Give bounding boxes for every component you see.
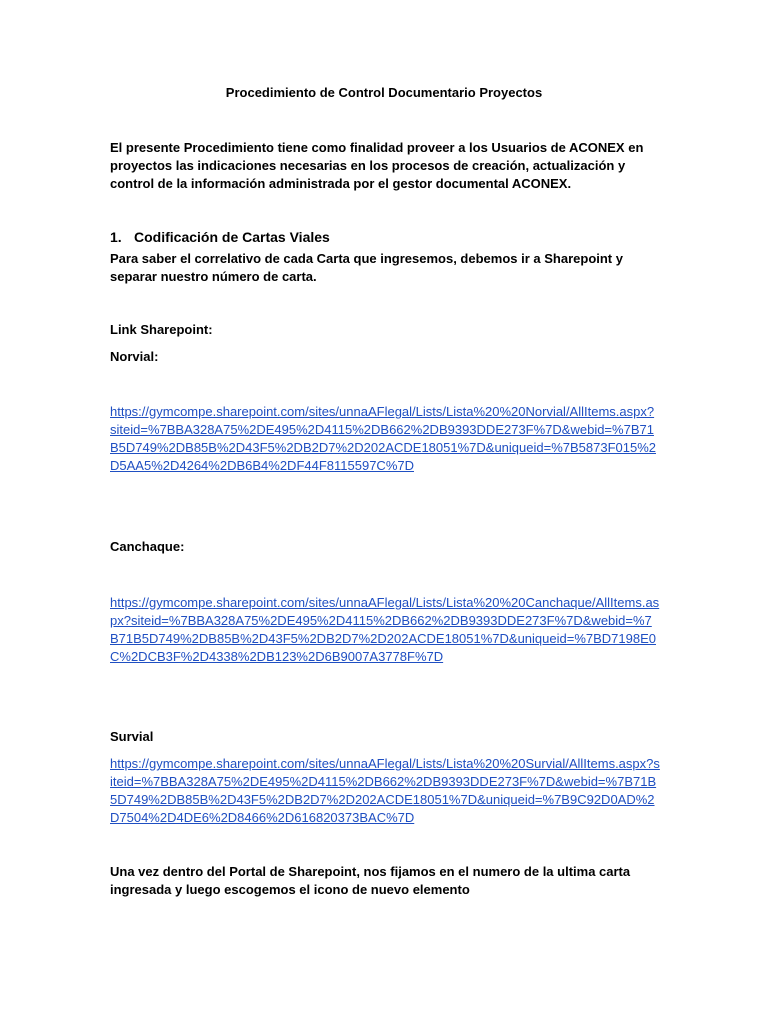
link-sharepoint-label: Link Sharepoint: xyxy=(110,322,213,337)
norvial-label: Norvial: xyxy=(110,349,159,364)
canchaque-link[interactable]: https://gymcompe.sharepoint.com/sites/unnaAFlegal/Lists/Lista%20%20Canchaque/AllItems.aspx?siteid=%7BBA328A75%2DE495%2D4115%2DB662%2DB9393DDE273F%7D&webid=%7B71B5D749%2DB85B%2D43F5%2DB2D7%2D202ACDE18051%7D&uniqueid=%7BD7198E0C%2DCB3F%2D4338%2DB123%2D6B9007A3778F%7D xyxy=(110,595,660,664)
section-title: Codificación de Cartas Viales xyxy=(134,229,330,245)
section-number: 1. xyxy=(110,229,122,245)
section-heading xyxy=(110,229,330,245)
section-body: Para saber el correlativo de cada Carta que ingresemos, debemos ir a Sharepoint y separar nuestro número de carta. xyxy=(110,251,623,284)
intro-paragraph: El presente Procedimiento tiene como finalidad proveer a los Usuarios de ACONEX en proyectos las indicaciones necesarias en los procesos de creación, actualización y control de la información administrada por el gestor documental ACONEX. xyxy=(110,140,644,191)
survial-link[interactable]: https://gymcompe.sharepoint.com/sites/unnaAFlegal/Lists/Lista%20%20Survial/AllItems.aspx?siteid=%7BBA328A75%2DE495%2D4115%2DB662%2DB9393DDE273F%7D&webid=%7B71B5D749%2DB85B%2D43F5%2DB2D7%2D202ACDE18051%7D&uniqueid=%7B9C92D0AD%2D7504%2D4DE6%2D8466%2D616820373BAC%7D xyxy=(110,756,660,825)
outro-paragraph: Una vez dentro del Portal de Sharepoint, nos fijamos en el numero de la ultima carta ingresada y luego escogemos el icono de nuevo elemento xyxy=(110,864,631,897)
document-title: Procedimiento de Control Documentario Proyectos xyxy=(225,85,543,100)
canchaque-label: Canchaque: xyxy=(110,539,185,554)
survial-label: Survial xyxy=(110,729,154,744)
norvial-link[interactable]: https://gymcompe.sharepoint.com/sites/unnaAFlegal/Lists/Lista%20%20Norvial/AllItems.aspx?siteid=%7BBA328A75%2DE495%2D4115%2DB662%2DB9393DDE273F%7D&webid=%7B71B5D749%2DB85B%2D43F5%2DB2D7%2D202ACDE18051%7D&uniqueid=%7B5873F015%2D5AA5%2D4264%2DB6B4%2DF44F8115597C%7D xyxy=(110,404,656,473)
